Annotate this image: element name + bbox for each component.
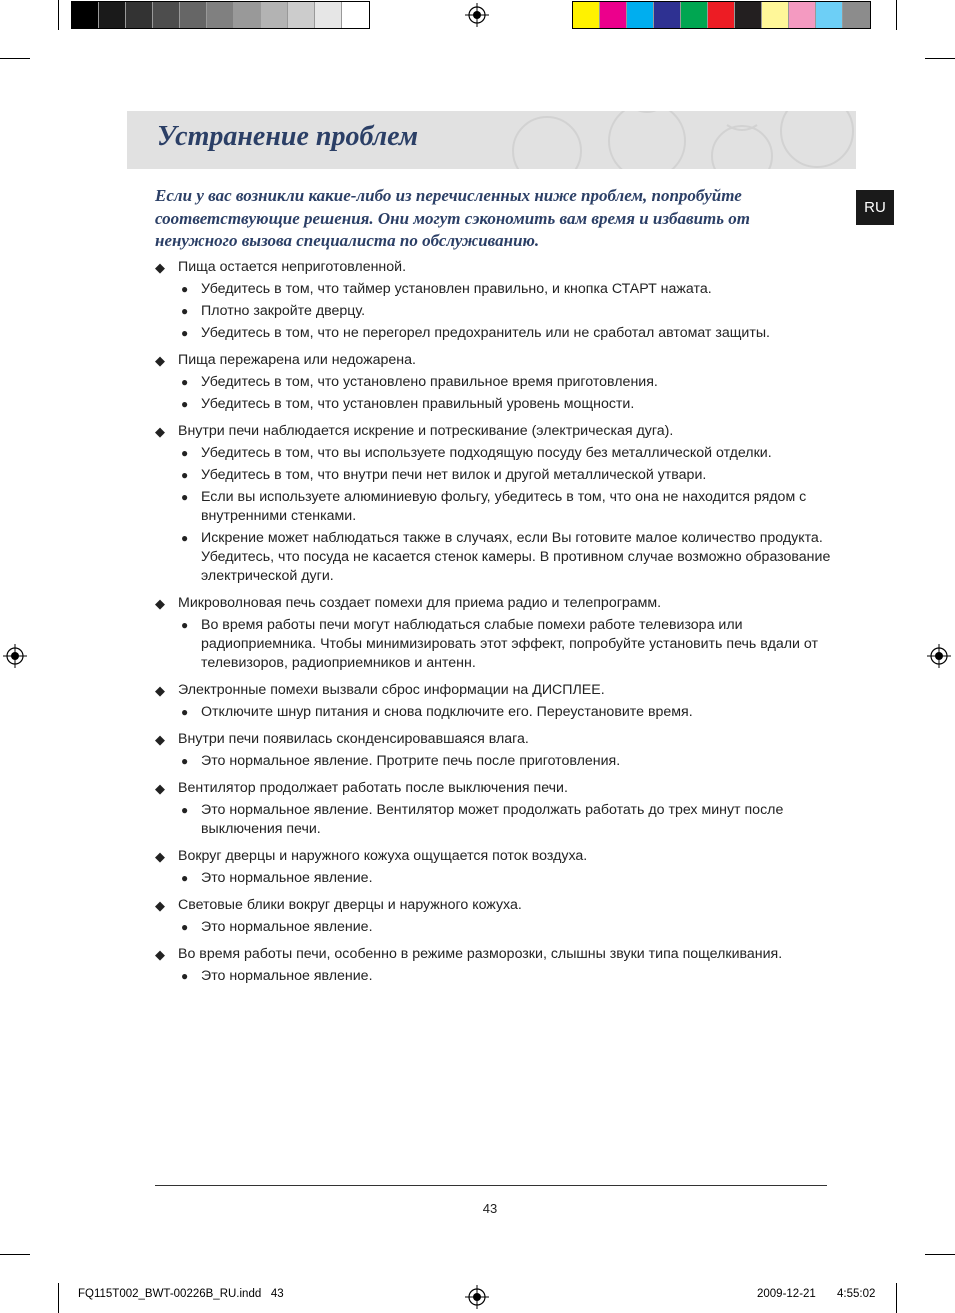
color-swatch — [207, 2, 234, 28]
solution-item — [155, 395, 835, 414]
solution-item — [155, 373, 835, 392]
solution-text: Убедитесь в том, что установлено правильное время приготовления. — [201, 374, 658, 390]
problem-text — [155, 945, 835, 964]
crop-mark — [0, 58, 30, 59]
process-color-bar — [572, 1, 871, 29]
color-swatch — [99, 2, 126, 28]
registration-mark-icon — [3, 644, 27, 668]
problem-item — [155, 422, 835, 586]
problem-text — [155, 847, 835, 866]
crop-mark — [896, 1283, 897, 1313]
registration-mark-icon — [465, 3, 489, 27]
solution-text: Убедитесь в том, что установлен правильный уровень мощности. — [201, 396, 635, 412]
solution-text: Во время работы печи могут наблюдаться слабые помехи работе телевизора или радиоприемника. Чтобы минимизировать этот эффект, попробуйте установить печь вдали от телевизоров, радиоприемников и антенн. — [201, 617, 818, 671]
solution-text: Если вы используете алюминиевую фольгу, убедитесь в том, что она не находится рядом с внутренними стенками. — [201, 489, 807, 524]
color-swatch — [654, 2, 681, 28]
round-bullet-icon: ● — [181, 446, 189, 460]
solution-list — [155, 967, 835, 986]
problem-text — [155, 779, 835, 798]
color-swatch — [600, 2, 627, 28]
color-swatch — [153, 2, 180, 28]
solution-list — [155, 280, 835, 343]
solution-item — [155, 967, 835, 986]
solution-item — [155, 752, 835, 771]
diamond-bullet-icon: ◆ — [155, 353, 165, 368]
color-swatch — [234, 2, 261, 28]
footer-divider — [155, 1185, 827, 1186]
problem-label: Световые блики вокруг дверцы и наружного кожуха. — [178, 897, 522, 913]
color-swatch — [72, 2, 99, 28]
solution-list — [155, 616, 835, 673]
diamond-bullet-icon: ◆ — [155, 596, 165, 611]
round-bullet-icon: ● — [181, 282, 189, 296]
page-number: 43 — [482, 1201, 498, 1216]
solution-item — [155, 529, 835, 586]
solution-item — [155, 324, 835, 343]
solution-text: Это нормальное явление. — [201, 870, 373, 886]
color-swatch — [126, 2, 153, 28]
solution-list — [155, 703, 835, 722]
problem-label: Внутри печи появилась сконденсировавшаяся влага. — [178, 731, 529, 747]
color-swatch — [681, 2, 708, 28]
diamond-bullet-icon: ◆ — [155, 683, 165, 698]
intro-paragraph: Если у вас возникли какие-либо из перечисленных ниже проблем, попробуйте соответствующие решения. Они могут сэкономить вам время и избавить от ненужного вызова специалиста по обслуживанию. — [155, 186, 751, 250]
color-swatch — [573, 2, 600, 28]
problem-label: Пища остается неприготовленной. — [178, 259, 407, 275]
section-title-band — [127, 111, 856, 169]
solution-item — [155, 869, 835, 888]
solution-text: Это нормальное явление. — [201, 919, 373, 935]
solution-list — [155, 869, 835, 888]
problem-text — [155, 896, 835, 915]
round-bullet-icon: ● — [181, 803, 189, 817]
solution-text: Убедитесь в том, что внутри печи нет вилок и другой металлической утвари. — [201, 467, 707, 483]
problem-item — [155, 594, 835, 673]
problem-item — [155, 681, 835, 722]
color-swatch — [288, 2, 315, 28]
slug-time: 4:55:02 — [837, 1288, 876, 1300]
round-bullet-icon: ● — [181, 326, 189, 340]
problem-text — [155, 681, 835, 700]
diamond-bullet-icon: ◆ — [155, 732, 165, 747]
color-swatch — [762, 2, 789, 28]
diamond-bullet-icon: ◆ — [155, 781, 165, 796]
problem-item — [155, 351, 835, 414]
solution-item — [155, 616, 835, 673]
slug-date: 2009-12-21 — [757, 1288, 816, 1300]
solution-text: Отключите шнур питания и снова подключите его. Переустановите время. — [201, 704, 693, 720]
crop-mark — [0, 1254, 30, 1255]
grayscale-color-bar — [71, 1, 370, 29]
solution-item — [155, 302, 835, 321]
problem-text — [155, 351, 835, 370]
round-bullet-icon: ● — [181, 304, 189, 318]
crop-mark — [58, 1283, 59, 1313]
slug-file-name: FQ115T002_BWT-00226B_RU.indd 43 — [78, 1288, 284, 1300]
color-swatch — [735, 2, 762, 28]
color-swatch — [180, 2, 207, 28]
crop-mark — [896, 0, 897, 30]
round-bullet-icon: ● — [181, 705, 189, 719]
problem-label: Вентилятор продолжает работать после выключения печи. — [178, 780, 568, 796]
problem-label: Электронные помехи вызвали сброс информации на ДИСПЛЕЕ. — [178, 682, 605, 698]
problem-text — [155, 594, 835, 613]
problem-label: Микроволновая печь создает помехи для приема радио и телепрограмм. — [178, 595, 662, 611]
diamond-bullet-icon: ◆ — [155, 260, 165, 275]
solution-text: Убедитесь в том, что таймер установлен правильно, и кнопка СТАРТ нажата. — [201, 281, 712, 297]
solution-item — [155, 466, 835, 485]
solution-text: Это нормальное явление. Вентилятор может продолжать работать до трех минут после выключения печи. — [201, 802, 784, 837]
solution-item — [155, 801, 835, 839]
round-bullet-icon: ● — [181, 375, 189, 389]
registration-mark-icon — [465, 1285, 489, 1309]
round-bullet-icon: ● — [181, 468, 189, 482]
round-bullet-icon: ● — [181, 920, 189, 934]
round-bullet-icon: ● — [181, 618, 189, 632]
page-title: Устранение проблем — [157, 121, 419, 152]
round-bullet-icon: ● — [181, 531, 189, 545]
color-swatch — [261, 2, 288, 28]
problem-label: Вокруг дверцы и наружного кожуха ощущается поток воздуха. — [178, 848, 588, 864]
diamond-bullet-icon: ◆ — [155, 424, 165, 439]
problem-label: Внутри печи наблюдается искрение и потрескивание (электрическая дуга). — [178, 423, 674, 439]
problem-text — [155, 258, 835, 277]
problem-item — [155, 847, 835, 888]
solution-item — [155, 280, 835, 299]
solution-list — [155, 918, 835, 937]
solution-text: Искрение может наблюдаться также в случаях, если Вы готовите малое количество продукта. Убедитесь, что посуда не касается стенок камеры. В противном случае возможно образование электрической дуги. — [201, 530, 831, 584]
solution-list — [155, 444, 835, 586]
solution-text: Убедитесь в том, что не перегорел предохранитель или не сработал автомат защиты. — [201, 325, 770, 341]
crop-mark — [925, 1254, 955, 1255]
solution-item — [155, 488, 835, 526]
color-swatch — [708, 2, 735, 28]
problem-item — [155, 779, 835, 839]
problem-list — [155, 258, 835, 994]
solution-text: Убедитесь в том, что вы используете подходящую посуду без металлической отделки. — [201, 445, 772, 461]
diamond-bullet-icon: ◆ — [155, 849, 165, 864]
language-tab: RU — [856, 190, 894, 225]
color-swatch — [789, 2, 816, 28]
solution-list — [155, 373, 835, 414]
solution-item — [155, 918, 835, 937]
problem-item — [155, 258, 835, 343]
solution-list — [155, 801, 835, 839]
solution-text: Это нормальное явление. — [201, 968, 373, 984]
problem-item — [155, 896, 835, 937]
color-swatch — [843, 2, 870, 28]
round-bullet-icon: ● — [181, 969, 189, 983]
registration-mark-icon — [927, 644, 951, 668]
round-bullet-icon: ● — [181, 490, 189, 504]
round-bullet-icon: ● — [181, 754, 189, 768]
solution-item — [155, 444, 835, 463]
problem-item — [155, 730, 835, 771]
crop-mark — [925, 58, 955, 59]
color-swatch — [342, 2, 369, 28]
round-bullet-icon: ● — [181, 397, 189, 411]
color-swatch — [816, 2, 843, 28]
solution-item — [155, 703, 835, 722]
round-bullet-icon: ● — [181, 871, 189, 885]
diamond-bullet-icon: ◆ — [155, 947, 165, 962]
solution-text: Плотно закройте дверцу. — [201, 303, 366, 319]
problem-text — [155, 422, 835, 441]
solution-list — [155, 752, 835, 771]
diamond-bullet-icon: ◆ — [155, 898, 165, 913]
color-swatch — [627, 2, 654, 28]
crop-mark — [58, 0, 59, 30]
problem-label: Во время работы печи, особенно в режиме разморозки, слышны звуки типа пощелкивания. — [178, 946, 783, 962]
color-swatch — [315, 2, 342, 28]
problem-item — [155, 945, 835, 986]
problem-label: Пища пережарена или недожарена. — [178, 352, 416, 368]
problem-text — [155, 730, 835, 749]
solution-text: Это нормальное явление. Протрите печь после приготовления. — [201, 753, 621, 769]
